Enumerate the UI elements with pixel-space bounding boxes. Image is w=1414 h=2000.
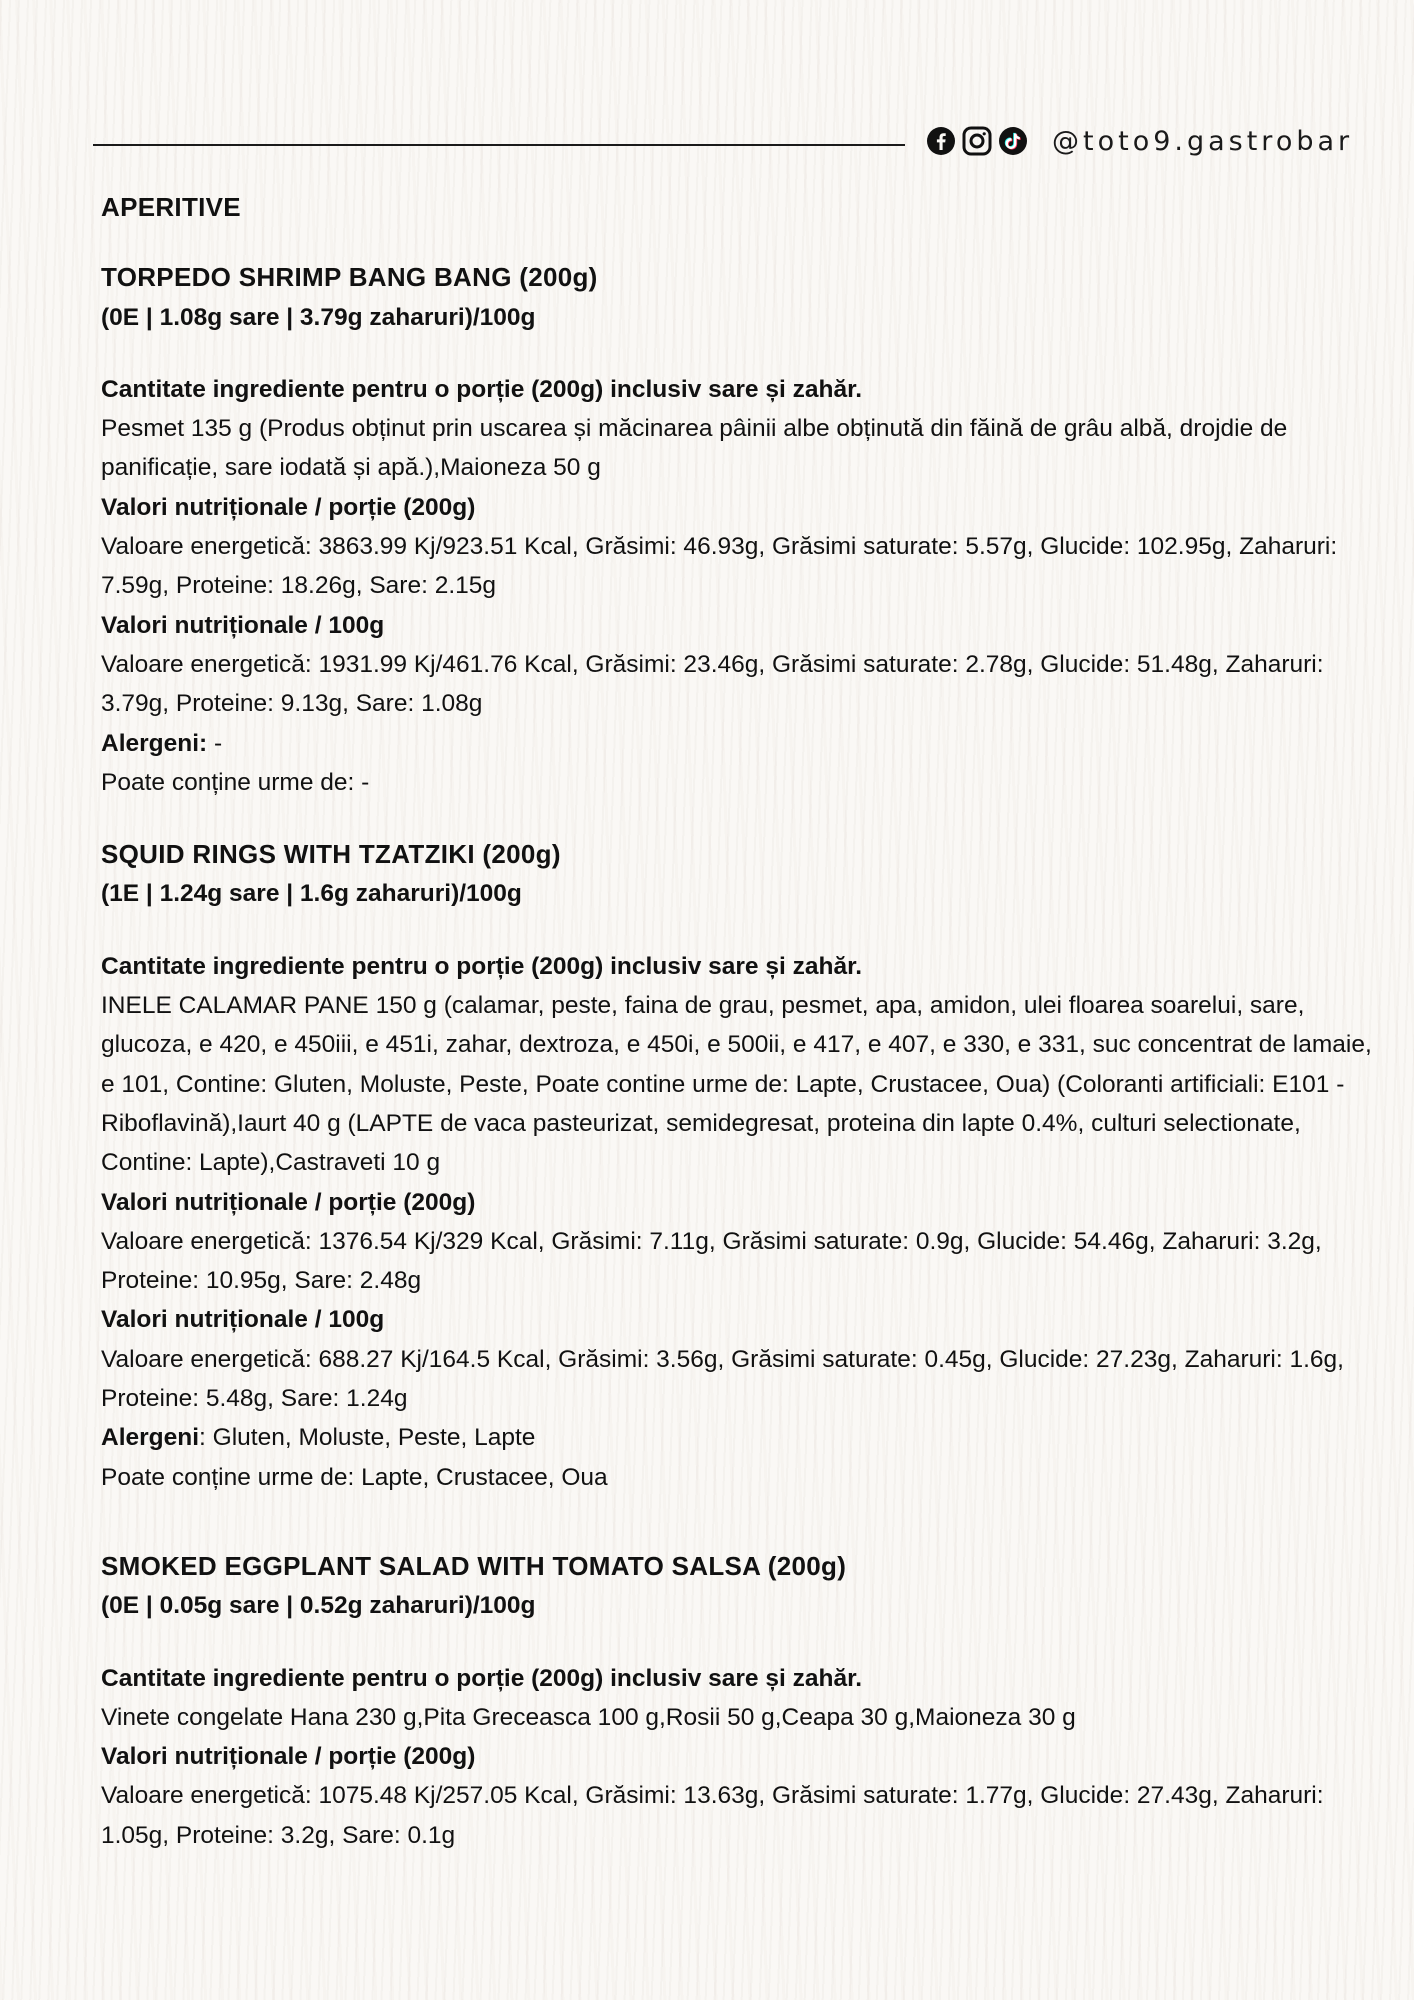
menu-item — [101, 1547, 1391, 1855]
item-title: TORPEDO SHRIMP BANG BANG (200g) — [101, 262, 598, 293]
allergens-value: : Gluten, Moluste, Peste, Lapte — [199, 1424, 536, 1452]
allergens-label: Alergeni — [101, 1424, 200, 1452]
item-summary: (0E | 0.05g sare | 0.52g zaharuri)/100g — [101, 1592, 536, 1620]
allergens-value: - — [207, 729, 223, 757]
item-title: SQUID RINGS WITH TZATZIKI (200g) — [101, 839, 561, 870]
nutrition-portion-heading: Valori nutriționale / porție (200g) — [101, 1743, 476, 1771]
ingredients-heading: Cantitate ingrediente pentru o porție (200g) inclusiv sare și zahăr. — [101, 1664, 863, 1692]
allergens-label: Alergeni: — [101, 729, 208, 757]
menu-content — [101, 188, 1391, 1855]
traces-line — [101, 763, 1391, 802]
traces-value: Lapte, Crustacee, Oua — [354, 1463, 608, 1491]
section-title: APERITIVE — [101, 192, 241, 222]
nutrition-portion-text: Valoare energetică: 1376.54 Kj/329 Kcal, Grăsimi: 7.11g, Grăsimi saturate: 0.9g, Glucide: 54.46g, Zaharuri: 3.2g, Proteine: 10.95g, Sare: 2.48g — [101, 1227, 1322, 1295]
instagram-icon[interactable] — [962, 126, 992, 156]
menu-item — [101, 258, 1391, 802]
traces-label: Poate conține urme de: — [101, 1463, 355, 1491]
ingredients-heading: Cantitate ingrediente pentru o porție (200g) inclusiv sare și zahăr. — [101, 952, 863, 980]
traces-line — [101, 1458, 1391, 1497]
ingredients-text: Pesmet 135 g (Produs obținut prin uscarea și măcinarea pâinii albe obținută din făină de grâu albă, drojdie de panificație, sare iodată și apă.),Maioneza 50 g — [101, 415, 1288, 482]
ingredients-text: Vinete congelate Hana 230 g,Pita Greceasca 100 g,Rosii 50 g,Ceapa 30 g,Maioneza 30 g — [101, 1703, 1076, 1731]
tiktok-icon[interactable] — [998, 126, 1028, 156]
item-summary: (1E | 1.24g sare | 1.6g zaharuri)/100g — [101, 880, 522, 908]
social-bar — [926, 124, 1353, 158]
nutrition-portion-heading: Valori nutriționale / porție (200g) — [101, 493, 476, 521]
nutrition-100g-heading: Valori nutriționale / 100g — [101, 611, 385, 639]
ingredients-heading: Cantitate ingrediente pentru o porție (200g) inclusiv sare și zahăr. — [101, 375, 863, 403]
traces-value: - — [354, 768, 370, 796]
header-divider — [93, 144, 905, 146]
facebook-icon[interactable] — [926, 126, 956, 156]
nutrition-100g-text: Valoare energetică: 1931.99 Kj/461.76 Kcal, Grăsimi: 23.46g, Grăsimi saturate: 2.78g, Glucide: 51.48g, Zaharuri: 3.79g, Proteine: 9.13g, Sare: 1.08g — [101, 650, 1324, 718]
allergens-line — [101, 724, 1391, 763]
ingredients-text: INELE CALAMAR PANE 150 g (calamar, peste, faina de grau, pesmet, apa, amidon, ulei floarea soarelui, sare, glucoza, e 420, e 450iii, e 451i, zahar, dextroza, e 450i, e 500ii, e 417, e 407, e 330, e 331, suc concentrat de lamaie, e 101, Contine: Gluten, Moluste, Peste, Poate contine urme de: Lapte, Crustacee, Oua) (Coloranti artificiali: E101 - Riboflavină),Iaurt 40 g (LAPTE de vaca pasteurizat, semidegresat, proteina din lapte 0.4%, culturi selectionate, Contine: Lapte),Castraveti 10 g — [101, 992, 1372, 1177]
nutrition-portion-text: Valoare energetică: 3863.99 Kj/923.51 Kcal, Grăsimi: 46.93g, Grăsimi saturate: 5.57g, Glucide: 102.95g, Zaharuri: 7.59g, Proteine: 18.26g, Sare: 2.15g — [101, 533, 1338, 600]
nutrition-100g-heading: Valori nutriționale / 100g — [101, 1306, 385, 1334]
nutrition-100g-text: Valoare energetică: 688.27 Kj/164.5 Kcal, Grăsimi: 3.56g, Grăsimi saturate: 0.45g, Glucide: 27.23g, Zaharuri: 1.6g, Proteine: 5.48g, Sare: 1.24g — [101, 1345, 1344, 1413]
item-summary: (0E | 1.08g sare | 3.79g zaharuri)/100g — [101, 303, 536, 331]
traces-label: Poate conține urme de: — [101, 768, 355, 796]
nutrition-portion-text: Valoare energetică: 1075.48 Kj/257.05 Kcal, Grăsimi: 13.63g, Grăsimi saturate: 1.77g, Glucide: 27.43g, Zaharuri: 1.05g, Proteine: 3.2g, Sare: 0.1g — [101, 1782, 1324, 1849]
allergens-line — [101, 1418, 1391, 1457]
social-handle[interactable]: @toto9.gastrobar — [1052, 125, 1354, 157]
nutrition-portion-heading: Valori nutriționale / porție (200g) — [101, 1188, 476, 1216]
item-title: SMOKED EGGPLANT SALAD WITH TOMATO SALSA (200g) — [101, 1550, 847, 1581]
menu-item — [101, 835, 1391, 1497]
